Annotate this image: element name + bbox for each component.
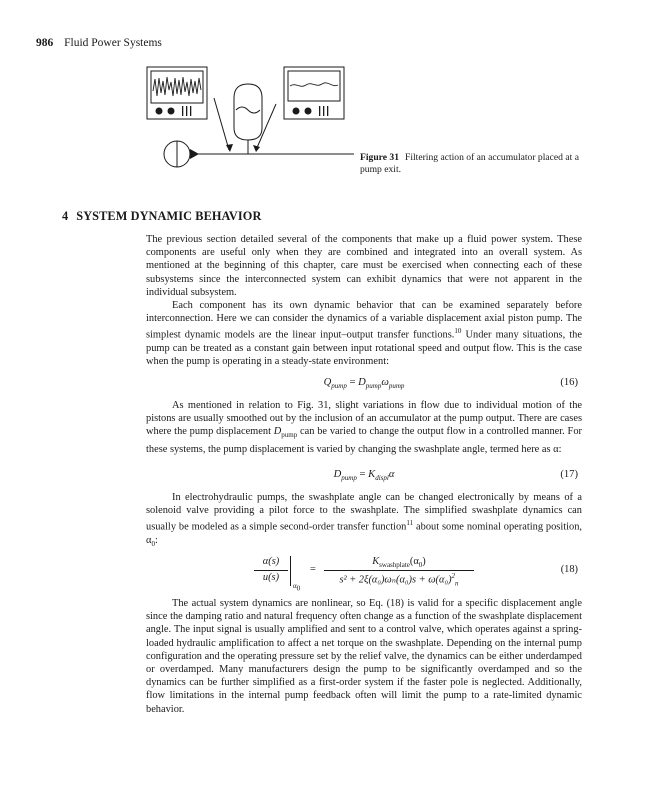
figure-caption-text: Filtering action of an accumulator placed at a pump exit. [360, 152, 579, 175]
eq18-lhs-bar [254, 570, 288, 571]
left-knob-2 [168, 108, 175, 115]
section-heading [62, 209, 261, 224]
figure-number: Figure 31 [360, 152, 399, 163]
section-number: 4 [62, 209, 69, 223]
eq18-lhs-denominator: u(s) [262, 572, 280, 583]
left-gauge-noisy-trace [153, 77, 201, 96]
paragraph-3: As mentioned in relation to Fig. 31, slight variations in flow due to individual motion of the pistons are usually smoothed out by the inclusion of an accumulator at the pump output. There are cases where the pump displacement $D_{pump}$ can be varied to change the output flow in a controlled manner. For these systems, the pump displacement is varied by changing the swashplate angle, termed here as α: [146, 400, 582, 455]
accumulator-bladder [236, 107, 260, 113]
equation-16 [146, 377, 582, 391]
running-header [36, 37, 162, 49]
equation-17 [146, 469, 582, 483]
paragraph-2 [146, 299, 582, 368]
right-gauge-screen [288, 71, 340, 101]
equation-17-expression: $D_{pump} = K_{displ}\alpha$ [333, 469, 395, 483]
eq18-eval-bar [290, 556, 291, 586]
equation-18-number: (18) [560, 564, 578, 575]
eq18-equals: = [310, 564, 316, 575]
section-title: SYSTEM DYNAMIC BEHAVIOR [76, 209, 262, 223]
equation-16-expression: $Q_{pump} = D_{pump}\omega_{pump}$ [323, 377, 405, 391]
figure-caption [360, 152, 600, 176]
equation-18 [146, 556, 582, 600]
paragraph-5-text: The actual system dynamics are nonlinear, so Eq. (18) is valid for a specific displacement angle since the damping ratio and natural frequency often change as a function of the swashplate displacement angle. The input signal is usually amplified and sent to a control valve, which operates against a spring-loaded hydraulic amplification to affect a net torque on the swashplate. Depending on the internal pump configuration and the operating pressure set by the relief valve, the dynamics can be either underdamped or overdamped. Many manufacturers design the pump to be significantly overdamped and so the dynamics can be further simplified as a first-order system if the faster pole is neglected. Additionally, flow limitations in the internal pump feedback often will limit the pump to a rate-limited dynamic behavior. [146, 598, 582, 715]
left-knob-1 [156, 108, 163, 115]
paragraph-1 [146, 233, 582, 299]
right-knob-2 [305, 108, 312, 115]
paragraph-1-text: The previous section detailed several of the components that make up a fluid power system. These components are useful only when they are combined and integrated into an overall system. As mentioned at the beginning of this chapter, care must be exercised when connecting each of these subsystems since the interconnected system can exhibit dynamics that were not apparent in the individual subsystem. [146, 234, 582, 298]
eq18-lhs-numerator: α(s) [262, 556, 280, 567]
running-title: Fluid Power Systems [64, 37, 162, 49]
eq18-rhs-denominator: $s^2 + 2\xi(\alpha_0)\omega_n(\alpha_0)s + \omega(\alpha_0)^2_n$ [339, 572, 459, 588]
d-pump-symbol: D [273, 426, 282, 438]
paragraph-2-text: Each component has its own dynamic behavior that can be examined separately before interconnection. Here we can consider the dynamics of a variable displacement axial piston pump. The simplest dynamic models are the linear input–output transfer functions. [146, 300, 582, 341]
paragraph-2-end: Under many situations, the pump can be treated as a constant gain between input rotational speed and output flow. This is the case when the pump is operating in a steady-state environment: [146, 329, 582, 368]
paragraph-5 [146, 597, 582, 716]
page-number: 986 [36, 37, 54, 49]
eq18-rhs-bar [324, 570, 474, 571]
equation-16-number: (16) [560, 377, 578, 388]
right-gauge-smooth-trace [290, 83, 338, 86]
reference-11: 11 [406, 519, 414, 528]
paragraph-4: In electrohydraulic pumps, the swashplate angle can be changed electronically by means of a solenoid valve providing a pilot force to the swashplate. The simplified swashplate dynamics can usually be modeled as a simple second-order transfer function$^{11}$ about some nominal operating position, $\alpha_0$: [146, 492, 582, 549]
eq18-rhs-numerator: $K_{swashplate}(\alpha_0)$ [372, 556, 426, 570]
left-gauge-screen [151, 71, 203, 103]
right-knob-1 [293, 108, 300, 115]
reference-10: 10 [454, 327, 462, 336]
eq18-eval-point: $\alpha_0$ [293, 582, 301, 593]
equation-17-number: (17) [560, 469, 578, 480]
figure-31-diagram [136, 60, 366, 174]
pump-arrow-head [190, 149, 199, 159]
left-arrow [214, 98, 229, 150]
